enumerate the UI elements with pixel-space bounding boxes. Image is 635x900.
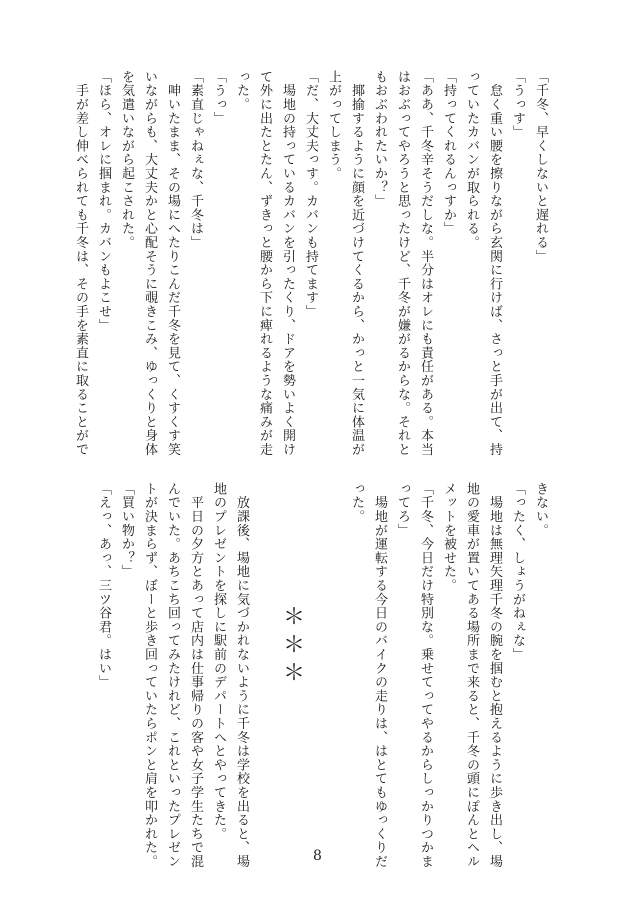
text-line: 「ほら、オレに掴まれ。カバンもよこせ」 [96,70,111,333]
text-line: はおぶってやろうと思ったけど、千冬が嫌がるからな。それと [395,70,410,457]
text-line: 揶揄するように顔を近づけてくるから、かっと一気に体温が [349,70,364,457]
text-line: 「買い物か？」 [119,482,134,579]
text-line: 「千冬、今日だけ特別な。乗せてってやるからしっかりつかま [418,482,433,869]
section-break-star: ＊ [282,605,305,630]
section-break-star: ＊ [282,633,305,658]
text-line: いながらも、大丈夫かと心配そうに覗きこみ、ゆっくりと身体 [142,70,157,457]
text-line: った。 [234,70,249,112]
text-line: 地の愛車が置いてある場所まで来ると、千冬の頭にぽんとヘル [464,482,479,869]
text-line: を気遣いながら起こされた。 [119,70,134,250]
text-line: 場地が運転する今日のバイクの走りは、はとてもゆっくりだ [372,482,387,869]
text-line: 場地は無理矢理千冬の腕を掴むと抱えるように歩き出し、場 [487,482,502,869]
upper-text-block [73,70,552,457]
text-line: 上がってしまう。 [326,70,341,181]
text-line: 放課後、場地に気づかれないように千冬は学校を出ると、場 [234,482,249,869]
text-line: ってろ」 [395,482,410,538]
text-line: もおぶわれたいか？」 [372,70,387,208]
section-break-star: ＊ [282,661,305,686]
text-line: 場地の持っているカバンを引ったくり、ドアを勢いよく開け [280,70,295,457]
text-line: 「ああ、千冬辛そうだしな。半分はオレにも責任がある。本当 [418,70,433,457]
text-line: 「持ってくれるんっすか」 [441,70,456,236]
text-line: 地のプレゼントを探しに駅前のデパートへとやってきた。 [211,482,226,841]
text-line: っていたカバンが取られる。 [464,70,479,250]
page-number: 8 [313,848,322,864]
lower-text-block [96,482,552,869]
text-line: った。 [349,482,364,524]
text-line: トが決まらず、ぼーと歩き回っていたらポンと肩を叩かれた。 [142,482,157,869]
text-line: メットを被せた。 [441,482,456,593]
text-line: きない。 [533,482,548,538]
text-line: 「えっ、あっ、三ツ谷君。はい」 [96,482,111,689]
text-line: 「千冬、早くしないと遅れる」 [533,70,548,264]
text-line: 平日の夕方とあって店内は仕事帰りの客や女子学生たちで混 [188,482,203,869]
text-line: 呻いたまま、その場にへたりこんだ千冬を見て、くすくす笑 [165,70,180,457]
text-line: 「素直じゃねぇな、千冬は」 [188,70,203,250]
text-line: 「だ、大丈夫っす。カバンも持てます」 [303,70,318,319]
text-line: 「ったく、しょうがねぇな」 [510,482,525,662]
text-line: 「うっ」 [211,70,226,126]
text-line [253,482,276,842]
text-line: て外に出たとたん、ずきっと腰から下に痺れるような痛みが走 [257,70,272,457]
text-line: んでいた。あちこち回ってみたけれど、これといったプレゼン [165,482,180,869]
text-line [322,482,345,842]
text-line: 怠く重い腰を擦りながら玄関に行けば、さっと手が出て、持 [487,70,502,457]
section-break [280,605,308,689]
text-line: 「うっす」 [510,70,525,139]
text-line: 手が差し伸べられても千冬は、その手を素直に取ることがで [73,70,88,457]
